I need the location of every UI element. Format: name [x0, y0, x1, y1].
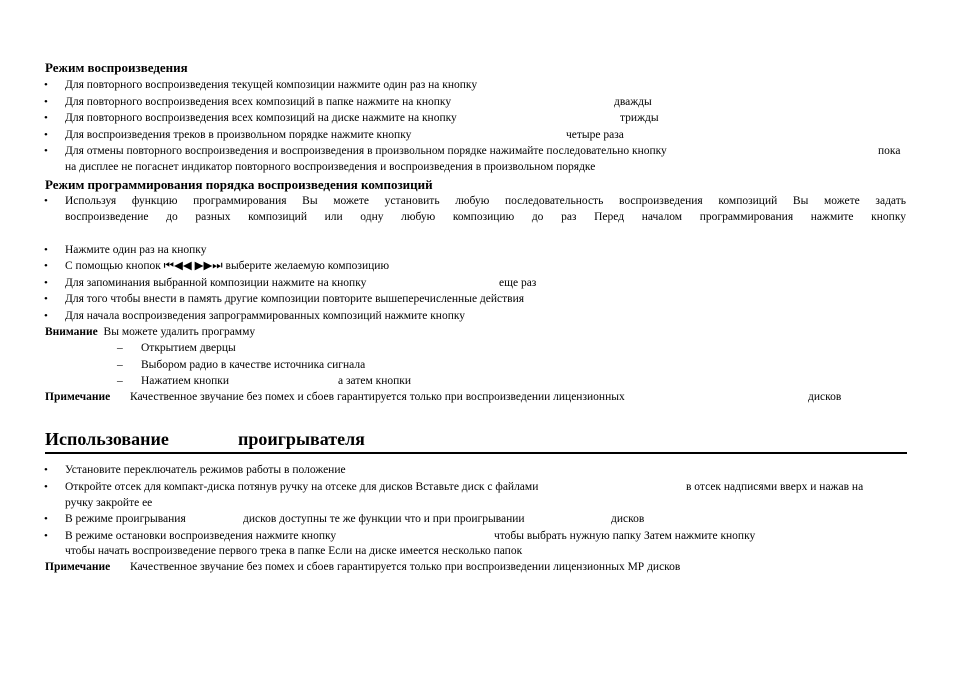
bullet: •: [44, 195, 48, 207]
bullet: •: [44, 277, 48, 289]
bullet: •: [44, 96, 48, 108]
bullet: •: [44, 260, 48, 272]
bullet: •: [44, 129, 48, 141]
attention-text: Вы можете удалить программу: [103, 326, 256, 338]
note-label: Примечание: [45, 391, 111, 403]
note-label: Примечание: [45, 561, 111, 573]
attention-label: Внимание: [45, 326, 98, 338]
bullet: •: [44, 310, 48, 322]
bullet: •: [44, 530, 48, 542]
bullet: •: [44, 293, 48, 305]
dash: –: [117, 359, 123, 371]
attention-note: [45, 325, 255, 339]
bullet: •: [44, 145, 48, 157]
bullet: •: [44, 112, 48, 124]
bullet: •: [44, 464, 48, 476]
note-text: Качественное звучание без помех и сбоев гарантируется только при воспроизведении лицензионных МР дисков: [130, 561, 681, 573]
section-heading-programming-mode: Режим программирования порядка воспроизведения композиций: [45, 177, 433, 192]
bullet: •: [44, 244, 48, 256]
manual-page: Режим воспроизведения • Для повторного воспроизведения текущей композиции нажмите один раз на кнопку • Для повторного воспроизведения всех композиций в папке нажмите на кнопку дважды • Для повторного воспроизведения всех композиций на диске нажмите на кнопку трижды • Для воспроизведения треков в произвольном порядке нажмите кнопку четыре раза • Для отмены повторного воспроизведения и воспроизведения в произвольном порядке нажимайте последовательно кнопку пока на дисплее не погаснет индикатор повторного воспроизведения и воспроизведения в произвольном порядке Режим программирования порядка воспроизведения композиций • Используя функцию программирования Вы можете установить любую последовательность воспроизведения композиций Вы можете задать воспроизведение до разных композиций или одну любую композицию до раз Перед началом программирования нажмите кнопку • Нажмите один раз на кнопку • С помощью кнопок ⏮◀◀ ▶▶⏭ выберите желаемую композицию • Для запоминания выбранной композиции нажмите на кнопку еще раз • Для того чтобы внести в память другие композиции повторите вышеперечисленные действия • Для начала воспроизведения запрограммированных композиций нажмите кнопку Внимание Вы можете удалить программу – Открытием дверцы – Выбором радио в качестве источника сигнала – Нажатием кнопки а затем кнопки Примечание Качественное звучание без помех и сбоев гарантируется только при воспроизведении лицензионных дисков Использование проигрывателя • Установите переключатель режимов работы в положение • Откройте отсек для компакт-диска потянув ручку на отсеке для дисков Вставьте диск с файлами в отсек надписями вверх и нажав на ручку закройте ее • В режиме проигрывания дисков доступны те же функции что и при проигрывании дисков • В режиме остановки воспроизведения нажмите кнопку чтобы выбрать нужную папку Затем нажмите кнопку чтобы начать воспроизведение первого трека в папке Если на диске имеется несколько папок Примечание Качественное звучание без помех и сбоев гарантируется только при воспроизведении лицензионных МР дисков: [44, 60, 906, 573]
title-underline: [45, 452, 907, 454]
bullet: •: [44, 513, 48, 525]
dash: –: [117, 375, 123, 387]
dash: –: [117, 342, 123, 354]
note-text: Качественное звучание без помех и сбоев гарантируется только при воспроизведении лицензионных: [130, 391, 625, 403]
bullet: •: [44, 79, 48, 91]
section-title-player-usage: Использование проигрывателя: [45, 429, 365, 449]
section-heading-playback-mode: Режим воспроизведения: [45, 60, 188, 75]
bullet: •: [44, 481, 48, 493]
